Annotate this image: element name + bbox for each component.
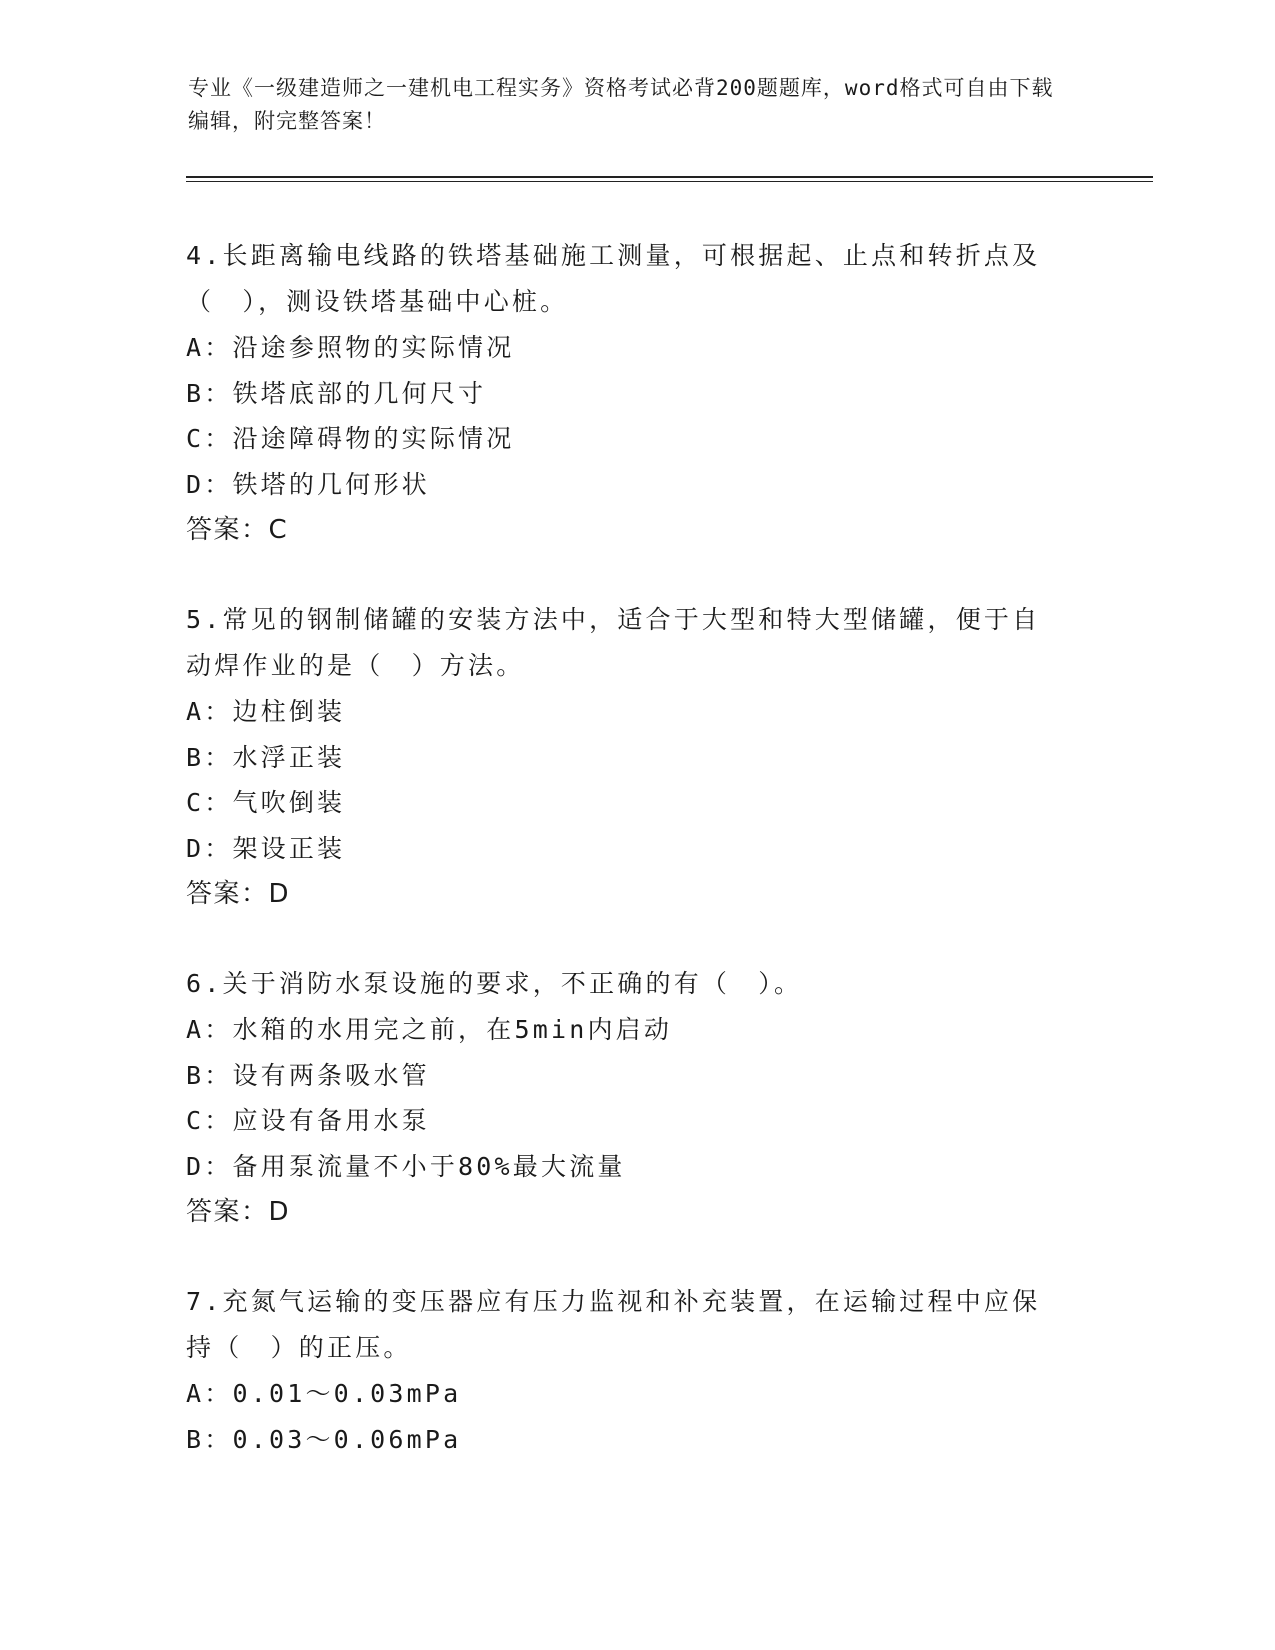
option-a: A：边柱倒装 xyxy=(186,697,346,726)
option-b: B：设有两条吸水管 xyxy=(186,1060,430,1090)
option-a: A：沿途参照物的实际情况 xyxy=(186,333,515,362)
option-b: B：0.03～0.06mPa xyxy=(186,1424,462,1454)
question-stem: 4.长距离输电线路的铁塔基础施工测量，可根据起、止点和转折点及（ ），测设铁塔基础中心桩。 xyxy=(186,241,1041,316)
option-b: B：铁塔底部的几何尺寸 xyxy=(186,378,487,408)
question-7 xyxy=(186,1279,1066,1462)
answer-line: 答案：C xyxy=(186,515,289,545)
option-a: A：水箱的水用完之前，在5min内启动 xyxy=(186,1015,673,1044)
option-b: B：水浮正装 xyxy=(186,742,346,772)
header-divider xyxy=(186,176,1153,182)
question-stem: 6.关于消防水泵设施的要求，不正确的有（ ）。 xyxy=(186,969,803,998)
option-d: D：架设正装 xyxy=(186,833,346,863)
option-c: C：气吹倒装 xyxy=(186,788,346,817)
question-6 xyxy=(186,961,1066,1235)
question-stem: 5.常见的钢制储罐的安装方法中，适合于大型和特大型储罐，便于自动焊作业的是（ ）方法。 xyxy=(186,605,1041,680)
option-a: A：0.01～0.03mPa xyxy=(186,1379,462,1408)
option-d: D：铁塔的几何形状 xyxy=(186,469,430,499)
option-c: C：应设有备用水泵 xyxy=(186,1106,430,1135)
option-c: C：沿途障碍物的实际情况 xyxy=(186,424,515,453)
answer-line: 答案：D xyxy=(186,1197,291,1227)
question-5 xyxy=(186,597,1066,917)
question-stem: 7.充氮气运输的变压器应有压力监视和补充装置，在运输过程中应保持（ ）的正压。 xyxy=(186,1287,1041,1362)
option-d: D：备用泵流量不小于80%最大流量 xyxy=(186,1151,626,1181)
document-header: 专业《一级建造师之一建机电工程实务》资格考试必背200题题库，word格式可自由下载编辑，附完整答案！ xyxy=(188,76,1054,133)
question-4 xyxy=(186,233,1066,553)
answer-line: 答案：D xyxy=(186,879,291,909)
